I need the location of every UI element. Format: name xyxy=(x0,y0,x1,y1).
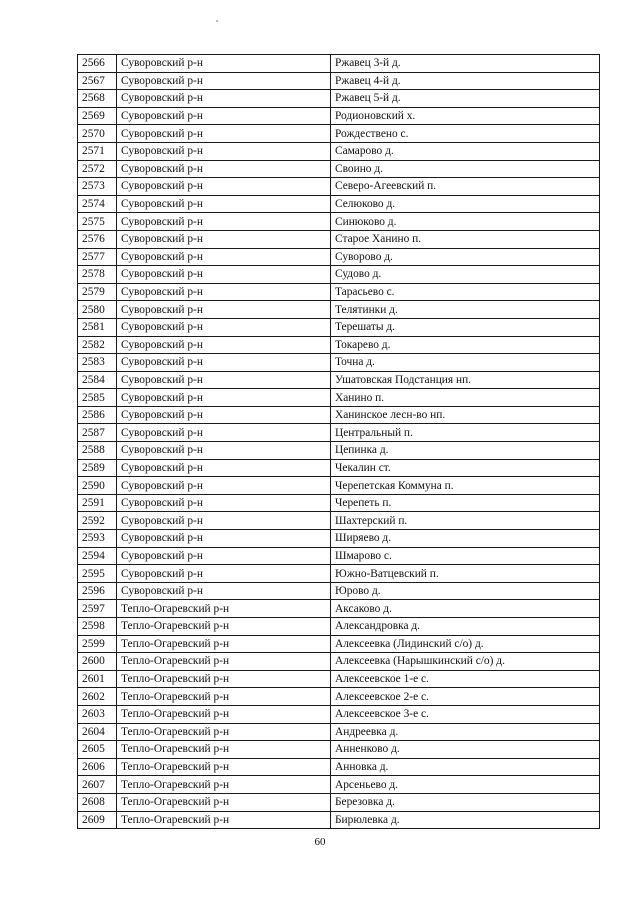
district-cell: Суворовский р-н xyxy=(117,301,331,319)
district-cell: Суворовский р-н xyxy=(117,494,331,512)
district-cell: Суворовский р-н xyxy=(117,160,331,178)
settlement-cell: Юрово д. xyxy=(331,582,600,600)
row-number-cell: 2598 xyxy=(78,618,117,636)
settlement-cell: Тарасьево с. xyxy=(331,283,600,301)
row-number-cell: 2599 xyxy=(78,635,117,653)
table-row xyxy=(78,758,600,776)
table-row xyxy=(78,406,600,424)
settlement-cell: Алексеевское 1-е с. xyxy=(331,670,600,688)
row-number-cell: 2585 xyxy=(78,389,117,407)
district-cell: Суворовский р-н xyxy=(117,195,331,213)
settlement-cell: Южно-Ватцевский п. xyxy=(331,565,600,583)
table-row xyxy=(78,582,600,600)
district-cell: Суворовский р-н xyxy=(117,178,331,196)
row-number-cell: 2573 xyxy=(78,178,117,196)
settlement-cell: Синюково д. xyxy=(331,213,600,231)
district-cell: Тепло-Огаревский р-н xyxy=(117,618,331,636)
district-cell: Суворовский р-н xyxy=(117,406,331,424)
table-row xyxy=(78,565,600,583)
district-cell: Тепло-Огаревский р-н xyxy=(117,793,331,811)
row-number-cell: 2579 xyxy=(78,283,117,301)
settlement-cell: Самарово д. xyxy=(331,142,600,160)
settlement-cell: Анненково д. xyxy=(331,741,600,759)
table-row xyxy=(78,424,600,442)
settlement-cell: Ржавец 3-й д. xyxy=(331,55,600,73)
row-number-cell: 2575 xyxy=(78,213,117,231)
row-number-cell: 2572 xyxy=(78,160,117,178)
district-cell: Суворовский р-н xyxy=(117,582,331,600)
row-number-cell: 2601 xyxy=(78,670,117,688)
table-row xyxy=(78,283,600,301)
district-cell: Суворовский р-н xyxy=(117,565,331,583)
settlement-cell: Точна д. xyxy=(331,354,600,372)
settlement-cell: Ржавец 5-й д. xyxy=(331,90,600,108)
settlement-cell: Ушатовская Подстанция нп. xyxy=(331,371,600,389)
table-row xyxy=(78,389,600,407)
settlement-cell: Терешаты д. xyxy=(331,318,600,336)
district-cell: Суворовский р-н xyxy=(117,107,331,125)
table-row xyxy=(78,160,600,178)
row-number-cell: 2590 xyxy=(78,477,117,495)
row-number-cell: 2589 xyxy=(78,459,117,477)
table-row xyxy=(78,512,600,530)
table-row xyxy=(78,55,600,73)
settlement-cell: Аксаково д. xyxy=(331,600,600,618)
row-number-cell: 2577 xyxy=(78,248,117,266)
settlement-cell: Алексеевка (Лидинский с/о) д. xyxy=(331,635,600,653)
district-cell: Суворовский р-н xyxy=(117,90,331,108)
settlement-cell: Суворово д. xyxy=(331,248,600,266)
district-cell: Суворовский р-н xyxy=(117,442,331,460)
row-number-cell: 2606 xyxy=(78,758,117,776)
row-number-cell: 2582 xyxy=(78,336,117,354)
row-number-cell: 2604 xyxy=(78,723,117,741)
row-number-cell: 2581 xyxy=(78,318,117,336)
row-number-cell: 2586 xyxy=(78,406,117,424)
district-cell: Суворовский р-н xyxy=(117,283,331,301)
settlement-cell: Алексеевское 2-е с. xyxy=(331,688,600,706)
district-cell: Суворовский р-н xyxy=(117,318,331,336)
district-cell: Тепло-Огаревский р-н xyxy=(117,723,331,741)
table-row xyxy=(78,653,600,671)
settlement-cell: Андреевка д. xyxy=(331,723,600,741)
row-number-cell: 2570 xyxy=(78,125,117,143)
table-row xyxy=(78,477,600,495)
district-cell: Суворовский р-н xyxy=(117,424,331,442)
table-row xyxy=(78,125,600,143)
settlement-cell: Цепинка д. xyxy=(331,442,600,460)
settlement-cell: Судово д. xyxy=(331,266,600,284)
table-row xyxy=(78,442,600,460)
row-number-cell: 2591 xyxy=(78,494,117,512)
district-cell: Суворовский р-н xyxy=(117,230,331,248)
settlement-cell: Рождествено с. xyxy=(331,125,600,143)
district-cell: Тепло-Огаревский р-н xyxy=(117,670,331,688)
settlement-cell: Родионовский х. xyxy=(331,107,600,125)
settlement-cell: Березовка д. xyxy=(331,793,600,811)
district-cell: Тепло-Огаревский р-н xyxy=(117,758,331,776)
scan-speck xyxy=(216,20,218,22)
row-number-cell: 2578 xyxy=(78,266,117,284)
row-number-cell: 2576 xyxy=(78,230,117,248)
district-cell: Тепло-Огаревский р-н xyxy=(117,776,331,794)
row-number-cell: 2587 xyxy=(78,424,117,442)
table-row xyxy=(78,301,600,319)
district-cell: Тепло-Огаревский р-н xyxy=(117,811,331,829)
district-cell: Суворовский р-н xyxy=(117,55,331,73)
settlement-cell: Телятинки д. xyxy=(331,301,600,319)
district-cell: Суворовский р-н xyxy=(117,142,331,160)
district-cell: Суворовский р-н xyxy=(117,72,331,90)
row-number-cell: 2571 xyxy=(78,142,117,160)
row-number-cell: 2593 xyxy=(78,530,117,548)
table-row xyxy=(78,213,600,231)
settlement-cell: Центральный п. xyxy=(331,424,600,442)
row-number-cell: 2569 xyxy=(78,107,117,125)
settlement-cell: Токарево д. xyxy=(331,336,600,354)
settlement-cell: Ханино п. xyxy=(331,389,600,407)
settlement-cell: Северо-Агеевский п. xyxy=(331,178,600,196)
settlement-cell: Чекалин ст. xyxy=(331,459,600,477)
district-cell: Суворовский р-н xyxy=(117,459,331,477)
district-cell: Суворовский р-н xyxy=(117,336,331,354)
row-number-cell: 2602 xyxy=(78,688,117,706)
settlements-table xyxy=(77,54,600,829)
table-row xyxy=(78,142,600,160)
settlement-cell: Черепетская Коммуна п. xyxy=(331,477,600,495)
table-row xyxy=(78,459,600,477)
district-cell: Суворовский р-н xyxy=(117,125,331,143)
settlement-cell: Александровка д. xyxy=(331,618,600,636)
table-body xyxy=(78,55,600,829)
row-number-cell: 2574 xyxy=(78,195,117,213)
table-row xyxy=(78,705,600,723)
settlement-cell: Алексеевское 3-е с. xyxy=(331,705,600,723)
table-row xyxy=(78,600,600,618)
district-cell: Суворовский р-н xyxy=(117,530,331,548)
table-row xyxy=(78,354,600,372)
settlement-cell: Ханинское лесн-во нп. xyxy=(331,406,600,424)
district-cell: Суворовский р-н xyxy=(117,266,331,284)
table-row xyxy=(78,635,600,653)
table-row xyxy=(78,248,600,266)
district-cell: Суворовский р-н xyxy=(117,389,331,407)
row-number-cell: 2603 xyxy=(78,705,117,723)
row-number-cell: 2607 xyxy=(78,776,117,794)
row-number-cell: 2592 xyxy=(78,512,117,530)
row-number-cell: 2596 xyxy=(78,582,117,600)
settlement-cell: Анновка д. xyxy=(331,758,600,776)
table-row xyxy=(78,107,600,125)
table-row xyxy=(78,618,600,636)
row-number-cell: 2597 xyxy=(78,600,117,618)
settlement-cell: Ржавец 4-й д. xyxy=(331,72,600,90)
table-row xyxy=(78,530,600,548)
row-number-cell: 2568 xyxy=(78,90,117,108)
table-row xyxy=(78,688,600,706)
table-row xyxy=(78,178,600,196)
settlement-cell: Шахтерский п. xyxy=(331,512,600,530)
district-cell: Суворовский р-н xyxy=(117,477,331,495)
page-number: 60 xyxy=(314,836,326,848)
settlement-cell: Алексеевка (Нарышкинский с/о) д. xyxy=(331,653,600,671)
table-row xyxy=(78,793,600,811)
table-row xyxy=(78,336,600,354)
district-cell: Суворовский р-н xyxy=(117,512,331,530)
table-row xyxy=(78,741,600,759)
row-number-cell: 2595 xyxy=(78,565,117,583)
settlement-cell: Шмарово с. xyxy=(331,547,600,565)
row-number-cell: 2580 xyxy=(78,301,117,319)
table-row xyxy=(78,670,600,688)
row-number-cell: 2605 xyxy=(78,741,117,759)
settlement-cell: Черепеть п. xyxy=(331,494,600,512)
table-row xyxy=(78,72,600,90)
table-row xyxy=(78,195,600,213)
district-cell: Тепло-Огаревский р-н xyxy=(117,600,331,618)
row-number-cell: 2566 xyxy=(78,55,117,73)
district-cell: Тепло-Огаревский р-н xyxy=(117,635,331,653)
district-cell: Суворовский р-н xyxy=(117,248,331,266)
table-row xyxy=(78,547,600,565)
row-number-cell: 2583 xyxy=(78,354,117,372)
table-row xyxy=(78,371,600,389)
table-row xyxy=(78,494,600,512)
table-row xyxy=(78,266,600,284)
row-number-cell: 2594 xyxy=(78,547,117,565)
settlement-cell: Ширяево д. xyxy=(331,530,600,548)
settlement-cell: Своино д. xyxy=(331,160,600,178)
district-cell: Суворовский р-н xyxy=(117,354,331,372)
table-row xyxy=(78,230,600,248)
settlement-cell: Селюково д. xyxy=(331,195,600,213)
district-cell: Суворовский р-н xyxy=(117,213,331,231)
table-row xyxy=(78,90,600,108)
district-cell: Тепло-Огаревский р-н xyxy=(117,741,331,759)
row-number-cell: 2608 xyxy=(78,793,117,811)
settlement-cell: Бирюлевка д. xyxy=(331,811,600,829)
row-number-cell: 2609 xyxy=(78,811,117,829)
table-row xyxy=(78,811,600,829)
table-row xyxy=(78,318,600,336)
table-row xyxy=(78,776,600,794)
district-cell: Суворовский р-н xyxy=(117,371,331,389)
row-number-cell: 2600 xyxy=(78,653,117,671)
row-number-cell: 2567 xyxy=(78,72,117,90)
row-number-cell: 2588 xyxy=(78,442,117,460)
district-cell: Тепло-Огаревский р-н xyxy=(117,653,331,671)
settlement-cell: Арсеньево д. xyxy=(331,776,600,794)
table-row xyxy=(78,723,600,741)
district-cell: Тепло-Огаревский р-н xyxy=(117,705,331,723)
district-cell: Суворовский р-н xyxy=(117,547,331,565)
row-number-cell: 2584 xyxy=(78,371,117,389)
settlement-cell: Старое Ханино п. xyxy=(331,230,600,248)
district-cell: Тепло-Огаревский р-н xyxy=(117,688,331,706)
